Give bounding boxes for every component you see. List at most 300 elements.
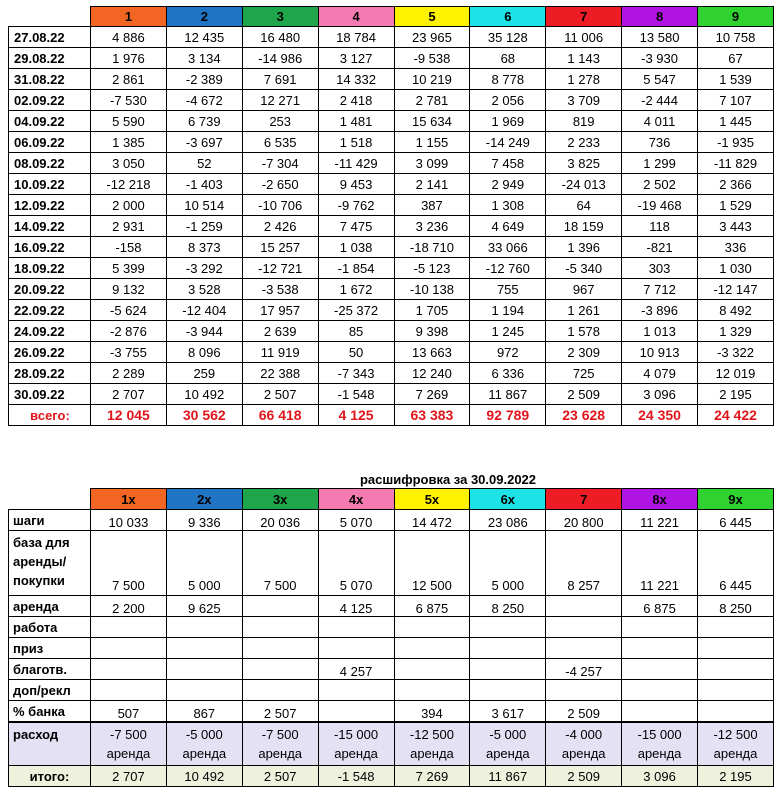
- cell-value: 6 875: [643, 601, 676, 616]
- value-cell: 4 079: [622, 363, 698, 384]
- value-cell: -9 762: [318, 195, 394, 216]
- total-cell: 30 562: [166, 405, 242, 426]
- value-cell: -19 468: [622, 195, 698, 216]
- cell-value: 2 507: [263, 706, 297, 721]
- value-cell: -9 538: [394, 48, 470, 69]
- value-cell: 3 528: [166, 279, 242, 300]
- row-date: 16.09.22: [9, 237, 91, 258]
- cell-value: 9 336: [188, 515, 221, 530]
- value-cell: -1 548: [318, 384, 394, 405]
- value-cell: 5 547: [622, 69, 698, 90]
- row-date: 06.09.22: [9, 132, 91, 153]
- cell-note: аренда: [713, 746, 758, 761]
- value-cell: -14 249: [470, 132, 546, 153]
- cell-note: аренда: [182, 746, 227, 761]
- value-cell: 2 289: [91, 363, 167, 384]
- breakdown-row-base: [9, 531, 774, 596]
- value-cell: -25 372: [318, 300, 394, 321]
- value-cell: [470, 510, 546, 531]
- column-header-9x: 9x: [698, 489, 774, 510]
- value-cell: [242, 722, 318, 766]
- total-cell: 4 125: [318, 405, 394, 426]
- column-header-9: 9: [698, 7, 774, 27]
- value-cell: 64: [546, 195, 622, 216]
- value-cell: [698, 722, 774, 766]
- value-cell: 4 886: [91, 27, 167, 48]
- row-date: 08.09.22: [9, 153, 91, 174]
- column-header-4: 4: [318, 7, 394, 27]
- value-cell: [242, 766, 318, 787]
- value-cell: 1 969: [470, 111, 546, 132]
- value-cell: -12 218: [91, 174, 167, 195]
- value-cell: 12 019: [698, 363, 774, 384]
- cell-value: 2 509: [567, 706, 600, 721]
- value-cell: 7 458: [470, 153, 546, 174]
- value-cell: 2 931: [91, 216, 167, 237]
- value-cell: 303: [622, 258, 698, 279]
- row-label-base: база для аренды/покупки: [9, 531, 91, 596]
- cell-value: 2 509: [567, 768, 600, 784]
- value-cell: 2 707: [91, 384, 167, 405]
- table-row: [9, 384, 774, 405]
- value-cell: -18 710: [394, 237, 470, 258]
- value-cell: 7 691: [242, 69, 318, 90]
- value-cell: -2 444: [622, 90, 698, 111]
- row-date: 04.09.22: [9, 111, 91, 132]
- value-cell: -11 829: [698, 153, 774, 174]
- value-cell: -5 340: [546, 258, 622, 279]
- cell-note: аренда: [410, 746, 454, 761]
- value-cell: [546, 531, 622, 596]
- value-cell: [166, 659, 242, 680]
- cell-note: аренда: [637, 746, 682, 761]
- cell-value: 23 086: [487, 515, 528, 530]
- value-cell: 13 663: [394, 342, 470, 363]
- column-header-4x: 4x: [318, 489, 394, 510]
- value-cell: [546, 510, 622, 531]
- value-cell: [318, 510, 394, 531]
- row-label-prize: приз: [9, 638, 91, 659]
- value-cell: 12 240: [394, 363, 470, 384]
- value-cell: 1 308: [470, 195, 546, 216]
- value-cell: [546, 680, 622, 701]
- value-cell: [242, 680, 318, 701]
- value-cell: 6 535: [242, 132, 318, 153]
- value-cell: 10 758: [698, 27, 774, 48]
- value-cell: 2 309: [546, 342, 622, 363]
- value-cell: 9 453: [318, 174, 394, 195]
- total-cell: 12 045: [91, 405, 167, 426]
- value-cell: 1 518: [318, 132, 394, 153]
- value-cell: [318, 638, 394, 659]
- value-cell: [698, 617, 774, 638]
- value-cell: 8 096: [166, 342, 242, 363]
- cell-value: 6 445: [719, 515, 752, 530]
- column-header-8x: 8x: [622, 489, 698, 510]
- value-cell: 4 649: [470, 216, 546, 237]
- value-cell: 22 388: [242, 363, 318, 384]
- table-row: [9, 111, 774, 132]
- table-row: [9, 27, 774, 48]
- value-cell: 2 639: [242, 321, 318, 342]
- value-cell: [166, 766, 242, 787]
- breakdown-row-rent: [9, 596, 774, 617]
- value-cell: [394, 722, 470, 766]
- value-cell: [546, 659, 622, 680]
- value-cell: [318, 596, 394, 617]
- value-cell: [91, 510, 167, 531]
- value-cell: 2 366: [698, 174, 774, 195]
- value-cell: 15 257: [242, 237, 318, 258]
- value-cell: -1 259: [166, 216, 242, 237]
- value-cell: -5 624: [91, 300, 167, 321]
- value-cell: 1 481: [318, 111, 394, 132]
- value-cell: 11 919: [242, 342, 318, 363]
- value-cell: [622, 596, 698, 617]
- cell-note: аренда: [334, 746, 378, 761]
- value-cell: 755: [470, 279, 546, 300]
- table-row: [9, 300, 774, 321]
- value-cell: 1 013: [622, 321, 698, 342]
- value-cell: [166, 596, 242, 617]
- table-row: [9, 237, 774, 258]
- value-cell: 3 709: [546, 90, 622, 111]
- value-cell: 16 480: [242, 27, 318, 48]
- value-cell: 23 965: [394, 27, 470, 48]
- table-row: [9, 216, 774, 237]
- value-cell: [622, 638, 698, 659]
- value-cell: 3 825: [546, 153, 622, 174]
- breakdown-row-steps: [9, 510, 774, 531]
- row-date: 28.09.22: [9, 363, 91, 384]
- value-cell: 819: [546, 111, 622, 132]
- value-cell: [318, 617, 394, 638]
- value-cell: 9 398: [394, 321, 470, 342]
- cell-value: 11 221: [640, 578, 679, 593]
- value-cell: 18 159: [546, 216, 622, 237]
- value-cell: [622, 531, 698, 596]
- value-cell: -1 935: [698, 132, 774, 153]
- value-cell: 2 502: [622, 174, 698, 195]
- value-cell: 118: [622, 216, 698, 237]
- row-date: 22.09.22: [9, 300, 91, 321]
- value-cell: [91, 722, 167, 766]
- value-cell: [91, 659, 167, 680]
- value-cell: 1 329: [698, 321, 774, 342]
- value-cell: -10 706: [242, 195, 318, 216]
- value-cell: 1 445: [698, 111, 774, 132]
- cell-value: 3 617: [491, 706, 525, 721]
- value-cell: 5 399: [91, 258, 167, 279]
- value-cell: 12 435: [166, 27, 242, 48]
- cell-value: 507: [117, 706, 140, 721]
- header-row: [9, 7, 774, 27]
- total-label: всего:: [9, 405, 91, 426]
- breakdown-row-expense: [9, 722, 774, 766]
- value-cell: -3 930: [622, 48, 698, 69]
- value-cell: 5 590: [91, 111, 167, 132]
- value-cell: -3 896: [622, 300, 698, 321]
- value-cell: [394, 510, 470, 531]
- value-cell: -7 343: [318, 363, 394, 384]
- value-cell: 2 861: [91, 69, 167, 90]
- breakdown-row-charity: [9, 659, 774, 680]
- cell-value: -15 000: [334, 727, 379, 742]
- total-cell: 63 383: [394, 405, 470, 426]
- value-cell: 1 539: [698, 69, 774, 90]
- value-cell: [622, 617, 698, 638]
- value-cell: 2 000: [91, 195, 167, 216]
- cell-value: -7 500: [261, 727, 299, 742]
- cell-value: 3 096: [643, 768, 676, 784]
- value-cell: 1 385: [91, 132, 167, 153]
- value-cell: 3 096: [622, 384, 698, 405]
- value-cell: 7 475: [318, 216, 394, 237]
- value-cell: 6 739: [166, 111, 242, 132]
- value-cell: 2 509: [546, 384, 622, 405]
- cell-value: -5 000: [185, 727, 223, 742]
- value-cell: -5 123: [394, 258, 470, 279]
- value-cell: 725: [546, 363, 622, 384]
- value-cell: 2 418: [318, 90, 394, 111]
- table-row: [9, 90, 774, 111]
- value-cell: 2 781: [394, 90, 470, 111]
- value-cell: 33 066: [470, 237, 546, 258]
- column-header-7: 7: [546, 7, 622, 27]
- value-cell: [166, 722, 242, 766]
- value-cell: [91, 766, 167, 787]
- cell-value: 20 036: [260, 515, 301, 530]
- cell-value: 11 867: [488, 768, 528, 784]
- breakdown-row-bank: [9, 701, 774, 723]
- row-date: 31.08.22: [9, 69, 91, 90]
- value-cell: -3 944: [166, 321, 242, 342]
- cell-value: 8 250: [491, 601, 525, 616]
- cell-value: -1 548: [337, 768, 375, 784]
- value-cell: 3 134: [166, 48, 242, 69]
- table-row: [9, 132, 774, 153]
- value-cell: [698, 638, 774, 659]
- value-cell: [394, 701, 470, 723]
- value-cell: 3 099: [394, 153, 470, 174]
- value-cell: [166, 701, 242, 723]
- row-label-work: работа: [9, 617, 91, 638]
- value-cell: 1 299: [622, 153, 698, 174]
- value-cell: -11 429: [318, 153, 394, 174]
- header-corner-cell: [9, 7, 91, 27]
- cell-value: 5 070: [339, 515, 373, 530]
- cell-value: -4 000: [565, 727, 603, 742]
- value-cell: -2 650: [242, 174, 318, 195]
- value-cell: -1 854: [318, 258, 394, 279]
- total-cell: 23 628: [546, 405, 622, 426]
- value-cell: 85: [318, 321, 394, 342]
- value-cell: [546, 722, 622, 766]
- value-cell: [318, 701, 394, 723]
- value-cell: [242, 510, 318, 531]
- value-cell: 1 155: [394, 132, 470, 153]
- column-header-2: 2: [166, 7, 242, 27]
- cell-value: 2 507: [263, 768, 297, 784]
- breakdown-row-prize: [9, 638, 774, 659]
- total-cell: 66 418: [242, 405, 318, 426]
- value-cell: -10 138: [394, 279, 470, 300]
- value-cell: 3 127: [318, 48, 394, 69]
- value-cell: -12 404: [166, 300, 242, 321]
- cell-note: аренда: [106, 746, 151, 761]
- row-date: 29.08.22: [9, 48, 91, 69]
- cell-value: 2 200: [112, 601, 145, 616]
- value-cell: [470, 596, 546, 617]
- value-cell: 1 038: [318, 237, 394, 258]
- value-cell: 736: [622, 132, 698, 153]
- value-cell: [546, 701, 622, 723]
- header-corner-cell: [9, 489, 91, 510]
- cell-value: -12 500: [409, 727, 454, 742]
- value-cell: [698, 766, 774, 787]
- value-cell: [242, 701, 318, 723]
- row-label-rent: аренда: [9, 596, 91, 617]
- value-cell: 2 426: [242, 216, 318, 237]
- column-header-3: 3: [242, 7, 318, 27]
- value-cell: -24 013: [546, 174, 622, 195]
- row-label-charity: благотв.: [9, 659, 91, 680]
- value-cell: 7 269: [394, 384, 470, 405]
- value-cell: [394, 596, 470, 617]
- cell-note: аренда: [485, 746, 530, 761]
- value-cell: 9 132: [91, 279, 167, 300]
- value-cell: [394, 659, 470, 680]
- value-cell: [91, 701, 167, 723]
- cell-value: -5 000: [489, 727, 527, 742]
- value-cell: 1 529: [698, 195, 774, 216]
- value-cell: -821: [622, 237, 698, 258]
- value-cell: [470, 531, 546, 596]
- value-cell: 17 957: [242, 300, 318, 321]
- cell-value: 394: [421, 706, 443, 721]
- value-cell: [698, 680, 774, 701]
- value-cell: [166, 617, 242, 638]
- value-cell: -3 292: [166, 258, 242, 279]
- value-cell: [470, 766, 546, 787]
- column-header-3x: 3x: [242, 489, 318, 510]
- cell-value: 9 625: [188, 601, 221, 616]
- value-cell: -158: [91, 237, 167, 258]
- value-cell: 8 778: [470, 69, 546, 90]
- value-cell: [91, 596, 167, 617]
- cell-value: 2 707: [112, 768, 145, 784]
- value-cell: 10 514: [166, 195, 242, 216]
- value-cell: 1 278: [546, 69, 622, 90]
- value-cell: [698, 701, 774, 723]
- value-cell: [242, 617, 318, 638]
- value-cell: 14 332: [318, 69, 394, 90]
- breakdown-header-row: [9, 489, 774, 510]
- value-cell: -7 530: [91, 90, 167, 111]
- table-row: [9, 48, 774, 69]
- value-cell: [698, 510, 774, 531]
- total-cell: 92 789: [470, 405, 546, 426]
- cell-value: 4 257: [339, 664, 373, 679]
- row-date: 18.09.22: [9, 258, 91, 279]
- row-date: 30.09.22: [9, 384, 91, 405]
- breakdown-row-ads: [9, 680, 774, 701]
- table-row: [9, 258, 774, 279]
- value-cell: [470, 722, 546, 766]
- row-date: 02.09.22: [9, 90, 91, 111]
- value-cell: -4 672: [166, 90, 242, 111]
- cell-value: -7 500: [110, 727, 147, 742]
- value-cell: [242, 531, 318, 596]
- row-label-steps: шаги: [9, 510, 91, 531]
- cell-value: -4 257: [565, 664, 603, 679]
- value-cell: 259: [166, 363, 242, 384]
- value-cell: -14 986: [242, 48, 318, 69]
- value-cell: [242, 596, 318, 617]
- value-cell: 12 271: [242, 90, 318, 111]
- daily-results-table: [8, 6, 774, 426]
- value-cell: 3 236: [394, 216, 470, 237]
- value-cell: [394, 638, 470, 659]
- row-label-expense: расход: [9, 722, 91, 766]
- value-cell: [622, 680, 698, 701]
- value-cell: 253: [242, 111, 318, 132]
- value-cell: 11 006: [546, 27, 622, 48]
- value-cell: 967: [546, 279, 622, 300]
- value-cell: -3 322: [698, 342, 774, 363]
- value-cell: [394, 766, 470, 787]
- value-cell: [470, 701, 546, 723]
- value-cell: 7 107: [698, 90, 774, 111]
- value-cell: [318, 680, 394, 701]
- value-cell: [546, 596, 622, 617]
- value-cell: -12 721: [242, 258, 318, 279]
- value-cell: [394, 617, 470, 638]
- value-cell: 1 245: [470, 321, 546, 342]
- column-header-1x: 1x: [91, 489, 167, 510]
- row-date: 24.09.22: [9, 321, 91, 342]
- total-cell: 24 422: [698, 405, 774, 426]
- value-cell: [622, 766, 698, 787]
- value-cell: 8 492: [698, 300, 774, 321]
- value-cell: 1 143: [546, 48, 622, 69]
- value-cell: 6 336: [470, 363, 546, 384]
- cell-value: 7 269: [415, 768, 449, 784]
- cell-value: 20 800: [563, 515, 604, 530]
- row-date: 26.09.22: [9, 342, 91, 363]
- value-cell: 3 050: [91, 153, 167, 174]
- cell-value: -12 500: [713, 727, 758, 742]
- value-cell: [622, 510, 698, 531]
- value-cell: [470, 638, 546, 659]
- cell-value: 5 070: [339, 578, 373, 593]
- value-cell: [91, 531, 167, 596]
- column-header-6: 6: [470, 7, 546, 27]
- cell-value: 11 221: [640, 515, 679, 530]
- cell-value: 10 492: [184, 768, 225, 784]
- cell-value: -15 000: [637, 727, 682, 742]
- value-cell: 11 867: [470, 384, 546, 405]
- value-cell: -1 403: [166, 174, 242, 195]
- value-cell: 7 712: [622, 279, 698, 300]
- value-cell: [622, 701, 698, 723]
- value-cell: 1 030: [698, 258, 774, 279]
- cell-value: 867: [193, 706, 216, 721]
- value-cell: 13 580: [622, 27, 698, 48]
- cell-note: аренда: [258, 746, 303, 761]
- cell-value: 2 195: [719, 768, 752, 784]
- table-row: [9, 342, 774, 363]
